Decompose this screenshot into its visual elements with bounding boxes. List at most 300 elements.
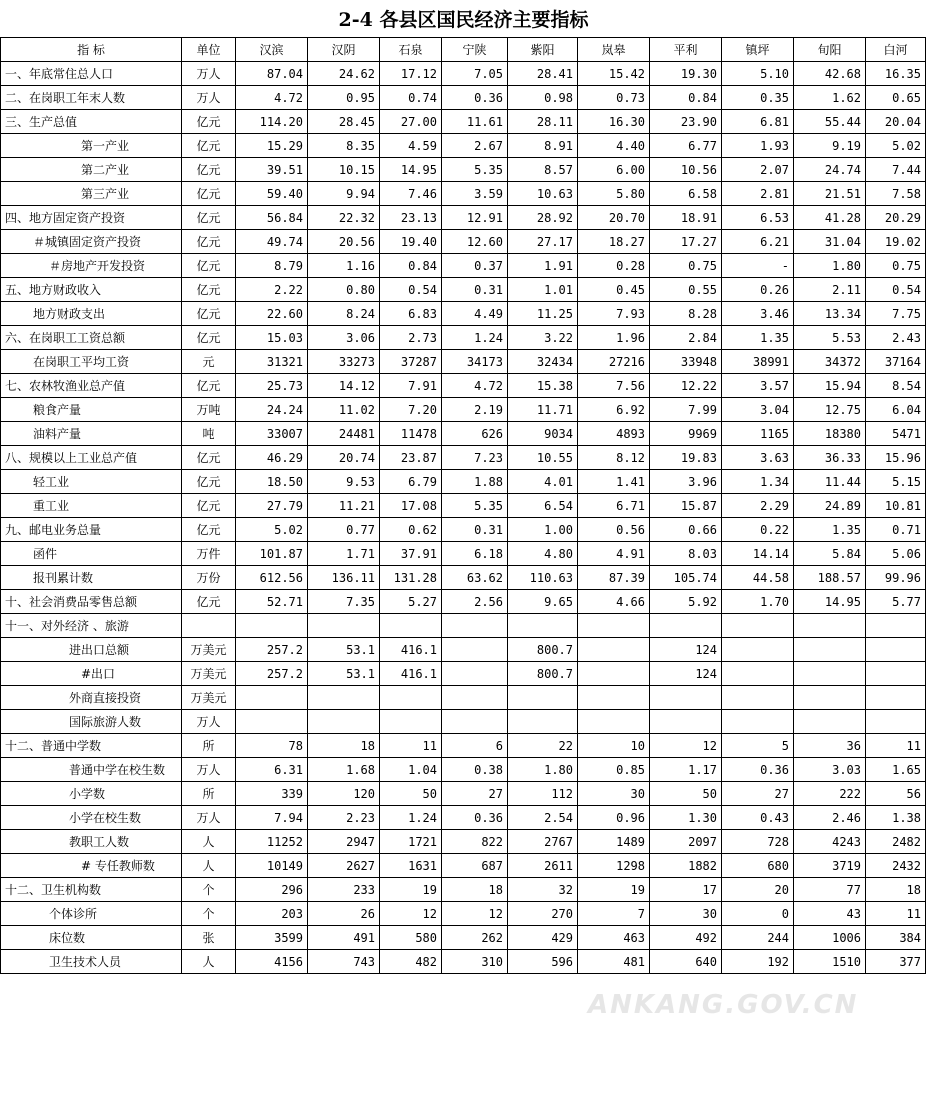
- value-cell: 31.04: [794, 230, 866, 254]
- value-cell: 6.21: [722, 230, 794, 254]
- value-cell: 59.40: [236, 182, 308, 206]
- row-unit: 亿元: [182, 110, 236, 134]
- value-cell: 30: [578, 782, 650, 806]
- row-unit: 亿元: [182, 470, 236, 494]
- row-label: 第一产业: [1, 134, 182, 158]
- value-cell: 1.68: [308, 758, 380, 782]
- header-county: 白河: [866, 38, 926, 62]
- value-cell: 2611: [508, 854, 578, 878]
- row-label: 卫生技术人员: [1, 950, 182, 974]
- value-cell: 20.74: [308, 446, 380, 470]
- value-cell: 5.10: [722, 62, 794, 86]
- header-county: 汉滨: [236, 38, 308, 62]
- value-cell: 15.42: [578, 62, 650, 86]
- value-cell: 416.1: [380, 662, 442, 686]
- value-cell: 7.44: [866, 158, 926, 182]
- value-cell: 77: [794, 878, 866, 902]
- row-unit: 吨: [182, 422, 236, 446]
- value-cell: 3.96: [650, 470, 722, 494]
- value-cell: 14.95: [380, 158, 442, 182]
- value-cell: 8.12: [578, 446, 650, 470]
- table-row: [1, 86, 926, 110]
- value-cell: [308, 614, 380, 638]
- value-cell: 3.03: [794, 758, 866, 782]
- value-cell: 1.65: [866, 758, 926, 782]
- value-cell: [866, 686, 926, 710]
- value-cell: 87.39: [578, 566, 650, 590]
- row-label: 粮食产量: [1, 398, 182, 422]
- value-cell: 0.31: [442, 278, 508, 302]
- value-cell: 24481: [308, 422, 380, 446]
- header-county: 岚皋: [578, 38, 650, 62]
- value-cell: 23.13: [380, 206, 442, 230]
- value-cell: 37.91: [380, 542, 442, 566]
- row-unit: 张: [182, 926, 236, 950]
- value-cell: 26: [308, 902, 380, 926]
- value-cell: 7.58: [866, 182, 926, 206]
- value-cell: 1.35: [722, 326, 794, 350]
- row-unit: 万人: [182, 710, 236, 734]
- value-cell: 37287: [380, 350, 442, 374]
- value-cell: 6.18: [442, 542, 508, 566]
- value-cell: 4.01: [508, 470, 578, 494]
- value-cell: 13.34: [794, 302, 866, 326]
- row-label: 八、规模以上工业总产值: [1, 446, 182, 470]
- value-cell: 24.89: [794, 494, 866, 518]
- table-row: [1, 614, 926, 638]
- value-cell: 24.74: [794, 158, 866, 182]
- value-cell: 44.58: [722, 566, 794, 590]
- value-cell: 15.29: [236, 134, 308, 158]
- row-label: 第三产业: [1, 182, 182, 206]
- value-cell: [794, 710, 866, 734]
- value-cell: 19: [380, 878, 442, 902]
- table-row: [1, 950, 926, 974]
- row-label: 一、年底常住总人口: [1, 62, 182, 86]
- value-cell: 30: [650, 902, 722, 926]
- row-label: 九、邮电业务总量: [1, 518, 182, 542]
- value-cell: 17.27: [650, 230, 722, 254]
- value-cell: 4.66: [578, 590, 650, 614]
- row-label: 二、在岗职工年末人数: [1, 86, 182, 110]
- value-cell: [722, 686, 794, 710]
- value-cell: 1.24: [380, 806, 442, 830]
- value-cell: 38991: [722, 350, 794, 374]
- table-row: [1, 470, 926, 494]
- indicator-table: [0, 37, 926, 974]
- header-county: 旬阳: [794, 38, 866, 62]
- value-cell: 416.1: [380, 638, 442, 662]
- value-cell: 728: [722, 830, 794, 854]
- value-cell: 1631: [380, 854, 442, 878]
- value-cell: 20: [722, 878, 794, 902]
- value-cell: 20.56: [308, 230, 380, 254]
- value-cell: [578, 686, 650, 710]
- row-unit: 万美元: [182, 638, 236, 662]
- value-cell: 53.1: [308, 662, 380, 686]
- value-cell: 0.54: [380, 278, 442, 302]
- value-cell: 18.91: [650, 206, 722, 230]
- value-cell: [722, 662, 794, 686]
- value-cell: 0.28: [578, 254, 650, 278]
- value-cell: 7.99: [650, 398, 722, 422]
- value-cell: 18: [866, 878, 926, 902]
- value-cell: 270: [508, 902, 578, 926]
- row-unit: 所: [182, 734, 236, 758]
- value-cell: 20.70: [578, 206, 650, 230]
- value-cell: 4.40: [578, 134, 650, 158]
- value-cell: 18.50: [236, 470, 308, 494]
- value-cell: 2.11: [794, 278, 866, 302]
- value-cell: 53.1: [308, 638, 380, 662]
- value-cell: 19.40: [380, 230, 442, 254]
- value-cell: [794, 638, 866, 662]
- value-cell: 131.28: [380, 566, 442, 590]
- value-cell: 33007: [236, 422, 308, 446]
- value-cell: 10.63: [508, 182, 578, 206]
- value-cell: 1.16: [308, 254, 380, 278]
- value-cell: 15.38: [508, 374, 578, 398]
- value-cell: 1.38: [866, 806, 926, 830]
- table-row: [1, 182, 926, 206]
- value-cell: 136.11: [308, 566, 380, 590]
- value-cell: [236, 686, 308, 710]
- value-cell: 8.57: [508, 158, 578, 182]
- value-cell: 7.91: [380, 374, 442, 398]
- value-cell: 39.51: [236, 158, 308, 182]
- row-label: 十二、卫生机构数: [1, 878, 182, 902]
- row-unit: 亿元: [182, 302, 236, 326]
- value-cell: 15.96: [866, 446, 926, 470]
- row-unit: 亿元: [182, 230, 236, 254]
- value-cell: 42.68: [794, 62, 866, 86]
- value-cell: 222: [794, 782, 866, 806]
- table-row: [1, 302, 926, 326]
- table-row: [1, 110, 926, 134]
- table-row: [1, 254, 926, 278]
- value-cell: 31321: [236, 350, 308, 374]
- value-cell: [722, 638, 794, 662]
- value-cell: 0.43: [722, 806, 794, 830]
- table-row: [1, 134, 926, 158]
- row-unit: 个: [182, 878, 236, 902]
- row-label: 三、生产总值: [1, 110, 182, 134]
- value-cell: 463: [578, 926, 650, 950]
- value-cell: 34372: [794, 350, 866, 374]
- value-cell: 4.72: [442, 374, 508, 398]
- value-cell: 10.81: [866, 494, 926, 518]
- row-label: 床位数: [1, 926, 182, 950]
- value-cell: [308, 686, 380, 710]
- value-cell: 12: [380, 902, 442, 926]
- value-cell: 32434: [508, 350, 578, 374]
- header-county: 紫阳: [508, 38, 578, 62]
- value-cell: 50: [380, 782, 442, 806]
- value-cell: 0.62: [380, 518, 442, 542]
- value-cell: 18: [308, 734, 380, 758]
- table-row: [1, 62, 926, 86]
- value-cell: 18380: [794, 422, 866, 446]
- value-cell: 14.95: [794, 590, 866, 614]
- value-cell: 5.92: [650, 590, 722, 614]
- value-cell: 0.55: [650, 278, 722, 302]
- value-cell: 1489: [578, 830, 650, 854]
- value-cell: 28.45: [308, 110, 380, 134]
- row-unit: 万美元: [182, 662, 236, 686]
- value-cell: 6: [442, 734, 508, 758]
- value-cell: 0.77: [308, 518, 380, 542]
- value-cell: 6.77: [650, 134, 722, 158]
- value-cell: 3.57: [722, 374, 794, 398]
- value-cell: 0.66: [650, 518, 722, 542]
- value-cell: 8.54: [866, 374, 926, 398]
- value-cell: 2.46: [794, 806, 866, 830]
- value-cell: [650, 686, 722, 710]
- value-cell: 49.74: [236, 230, 308, 254]
- value-cell: 36.33: [794, 446, 866, 470]
- value-cell: 20.04: [866, 110, 926, 134]
- value-cell: [442, 638, 508, 662]
- value-cell: 2.23: [308, 806, 380, 830]
- row-unit: 亿元: [182, 326, 236, 350]
- value-cell: [308, 710, 380, 734]
- value-cell: 1.71: [308, 542, 380, 566]
- value-cell: 2432: [866, 854, 926, 878]
- value-cell: 4156: [236, 950, 308, 974]
- value-cell: 34173: [442, 350, 508, 374]
- table-row: [1, 374, 926, 398]
- value-cell: 7: [578, 902, 650, 926]
- value-cell: [442, 662, 508, 686]
- value-cell: 296: [236, 878, 308, 902]
- value-cell: 32: [508, 878, 578, 902]
- row-label: 轻工业: [1, 470, 182, 494]
- row-label: ＃城镇固定资产投资: [1, 230, 182, 254]
- value-cell: 1.88: [442, 470, 508, 494]
- value-cell: 2.81: [722, 182, 794, 206]
- value-cell: 11478: [380, 422, 442, 446]
- value-cell: 1882: [650, 854, 722, 878]
- value-cell: 262: [442, 926, 508, 950]
- value-cell: 377: [866, 950, 926, 974]
- value-cell: 2947: [308, 830, 380, 854]
- row-unit: 万份: [182, 566, 236, 590]
- value-cell: 0.74: [380, 86, 442, 110]
- row-unit: 所: [182, 782, 236, 806]
- value-cell: 5.53: [794, 326, 866, 350]
- value-cell: 1721: [380, 830, 442, 854]
- value-cell: 17.12: [380, 62, 442, 86]
- table-title: 2-4 各县区国民经济主要指标: [338, 9, 589, 31]
- value-cell: [794, 662, 866, 686]
- value-cell: 11: [866, 902, 926, 926]
- value-cell: 687: [442, 854, 508, 878]
- value-cell: 5471: [866, 422, 926, 446]
- value-cell: 4.49: [442, 302, 508, 326]
- value-cell: 6.54: [508, 494, 578, 518]
- value-cell: 18.27: [578, 230, 650, 254]
- value-cell: 7.46: [380, 182, 442, 206]
- table-row: [1, 566, 926, 590]
- value-cell: 21.51: [794, 182, 866, 206]
- value-cell: 11.44: [794, 470, 866, 494]
- value-cell: 1.80: [794, 254, 866, 278]
- value-cell: 6.81: [722, 110, 794, 134]
- row-unit: 人: [182, 854, 236, 878]
- value-cell: 5.84: [794, 542, 866, 566]
- row-unit: 人: [182, 950, 236, 974]
- value-cell: 16.30: [578, 110, 650, 134]
- value-cell: 5.35: [442, 158, 508, 182]
- value-cell: 11.21: [308, 494, 380, 518]
- value-cell: 1.41: [578, 470, 650, 494]
- value-cell: 5.02: [866, 134, 926, 158]
- value-cell: 12.75: [794, 398, 866, 422]
- header-indicator: 指 标: [1, 38, 182, 62]
- row-label: 普通中学在校生数: [1, 758, 182, 782]
- value-cell: 8.91: [508, 134, 578, 158]
- value-cell: 1.24: [442, 326, 508, 350]
- value-cell: 7.23: [442, 446, 508, 470]
- value-cell: 6.00: [578, 158, 650, 182]
- value-cell: 8.35: [308, 134, 380, 158]
- row-label: 四、地方固定资产投资: [1, 206, 182, 230]
- value-cell: [722, 710, 794, 734]
- value-cell: 12: [442, 902, 508, 926]
- table-row: [1, 230, 926, 254]
- row-label: 十、社会消费品零售总额: [1, 590, 182, 614]
- value-cell: 19.30: [650, 62, 722, 86]
- value-cell: 15.03: [236, 326, 308, 350]
- row-unit: 亿元: [182, 374, 236, 398]
- value-cell: 4243: [794, 830, 866, 854]
- value-cell: 4.59: [380, 134, 442, 158]
- table-row: [1, 206, 926, 230]
- value-cell: 10.56: [650, 158, 722, 182]
- table-row: [1, 686, 926, 710]
- table-row: [1, 806, 926, 830]
- value-cell: 27: [442, 782, 508, 806]
- value-cell: 1298: [578, 854, 650, 878]
- value-cell: 6.58: [650, 182, 722, 206]
- row-unit: 亿元: [182, 158, 236, 182]
- row-label: 五、地方财政收入: [1, 278, 182, 302]
- value-cell: 491: [308, 926, 380, 950]
- value-cell: [866, 638, 926, 662]
- value-cell: 10: [578, 734, 650, 758]
- row-unit: 亿元: [182, 182, 236, 206]
- value-cell: 7.94: [236, 806, 308, 830]
- value-cell: 188.57: [794, 566, 866, 590]
- table-row: [1, 902, 926, 926]
- value-cell: 0.37: [442, 254, 508, 278]
- value-cell: [508, 614, 578, 638]
- value-cell: 640: [650, 950, 722, 974]
- value-cell: 1.91: [508, 254, 578, 278]
- row-label: 进出口总额: [1, 638, 182, 662]
- value-cell: 33273: [308, 350, 380, 374]
- value-cell: 1.35: [794, 518, 866, 542]
- row-label: 小学数: [1, 782, 182, 806]
- value-cell: 28.11: [508, 110, 578, 134]
- value-cell: 1.00: [508, 518, 578, 542]
- value-cell: 52.71: [236, 590, 308, 614]
- row-label: 重工业: [1, 494, 182, 518]
- row-unit: 万人: [182, 62, 236, 86]
- row-unit: 亿元: [182, 590, 236, 614]
- header-county: 石泉: [380, 38, 442, 62]
- value-cell: 5.35: [442, 494, 508, 518]
- value-cell: [866, 710, 926, 734]
- table-row: [1, 158, 926, 182]
- value-cell: 310: [442, 950, 508, 974]
- row-label: 个体诊所: [1, 902, 182, 926]
- header-county: 平利: [650, 38, 722, 62]
- value-cell: 4.80: [508, 542, 578, 566]
- row-unit: [182, 614, 236, 638]
- value-cell: 6.92: [578, 398, 650, 422]
- value-cell: [578, 710, 650, 734]
- value-cell: 10149: [236, 854, 308, 878]
- value-cell: [442, 686, 508, 710]
- value-cell: 680: [722, 854, 794, 878]
- value-cell: 0.54: [866, 278, 926, 302]
- value-cell: 429: [508, 926, 578, 950]
- table-row: [1, 734, 926, 758]
- value-cell: 16.35: [866, 62, 926, 86]
- value-cell: 27.17: [508, 230, 578, 254]
- row-label: 国际旅游人数: [1, 710, 182, 734]
- value-cell: 5.06: [866, 542, 926, 566]
- value-cell: 2.22: [236, 278, 308, 302]
- value-cell: [578, 614, 650, 638]
- header-county: 镇坪: [722, 38, 794, 62]
- value-cell: 9.94: [308, 182, 380, 206]
- value-cell: 244: [722, 926, 794, 950]
- value-cell: 596: [508, 950, 578, 974]
- row-unit: 亿元: [182, 206, 236, 230]
- value-cell: [442, 710, 508, 734]
- value-cell: [236, 614, 308, 638]
- value-cell: 1.17: [650, 758, 722, 782]
- site-watermark: ANKANG.GOV.CN: [588, 990, 859, 1020]
- value-cell: 2627: [308, 854, 380, 878]
- value-cell: 17.08: [380, 494, 442, 518]
- value-cell: 1.80: [508, 758, 578, 782]
- value-cell: 6.83: [380, 302, 442, 326]
- row-unit: 万美元: [182, 686, 236, 710]
- value-cell: 0.65: [866, 86, 926, 110]
- row-label: 函件: [1, 542, 182, 566]
- row-label: #出口: [1, 662, 182, 686]
- row-label: ＃房地产开发投资: [1, 254, 182, 278]
- value-cell: 12: [650, 734, 722, 758]
- value-cell: 2.43: [866, 326, 926, 350]
- value-cell: 50: [650, 782, 722, 806]
- value-cell: 4893: [578, 422, 650, 446]
- value-cell: 0.45: [578, 278, 650, 302]
- table-row: [1, 542, 926, 566]
- value-cell: 99.96: [866, 566, 926, 590]
- row-label: 七、农林牧渔业总产值: [1, 374, 182, 398]
- row-unit: 万吨: [182, 398, 236, 422]
- table-row: [1, 830, 926, 854]
- row-unit: 亿元: [182, 446, 236, 470]
- value-cell: 101.87: [236, 542, 308, 566]
- value-cell: 5.27: [380, 590, 442, 614]
- value-cell: 10.55: [508, 446, 578, 470]
- value-cell: 7.93: [578, 302, 650, 326]
